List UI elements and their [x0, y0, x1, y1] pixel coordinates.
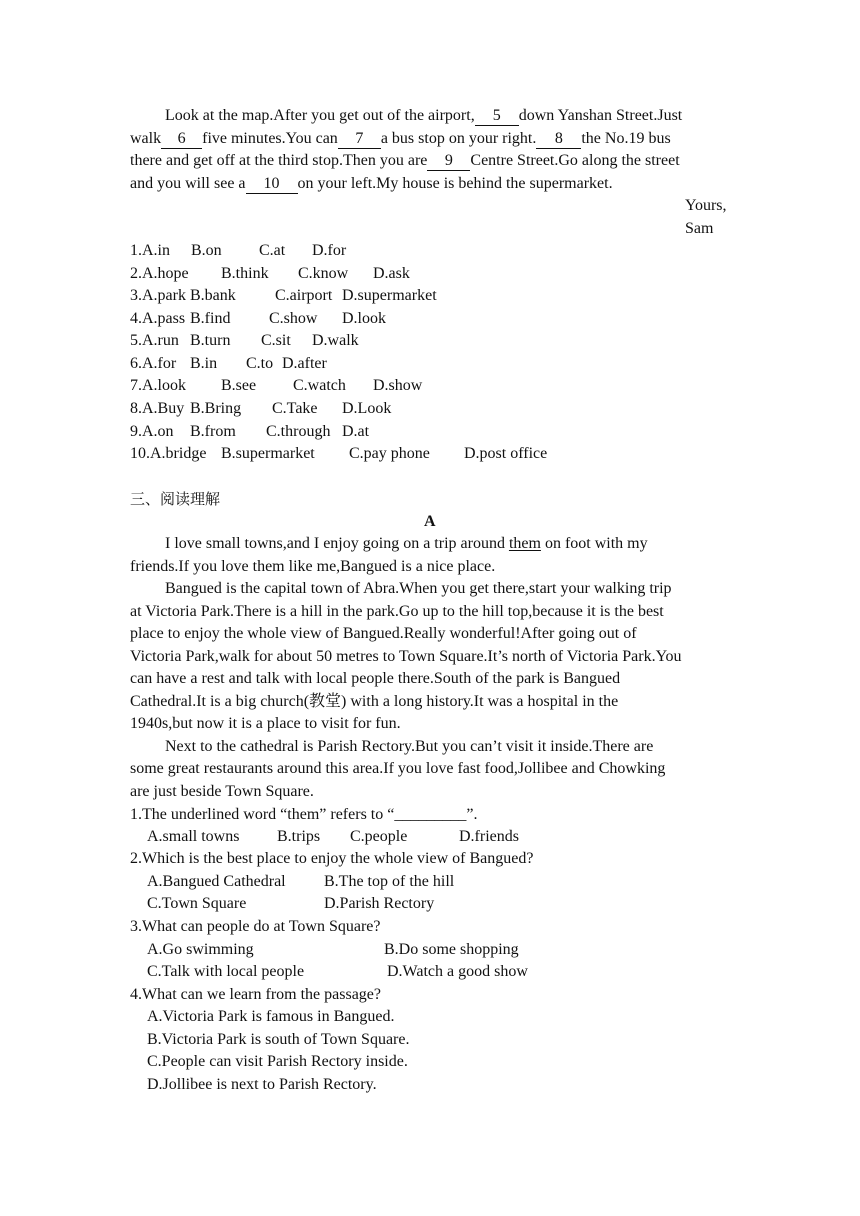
text: Look at the map.After you get out of the airport,	[165, 107, 475, 124]
option: D.show	[373, 377, 423, 394]
question-option: C.People can visit Parish Rectory inside.	[147, 1053, 408, 1070]
option: 2.A.hope	[130, 265, 189, 282]
option: B.see	[221, 377, 257, 394]
passage-line: some great restaurants around this area.If you love fast food,Jollibee and Chowking	[130, 760, 666, 777]
text: Centre Street.Go along the street	[470, 152, 680, 169]
letter-closing: Yours,	[685, 197, 727, 214]
option: B.in	[190, 355, 218, 372]
option: D.at	[342, 423, 370, 440]
option: C.at	[259, 242, 286, 259]
option: C.watch	[293, 377, 346, 394]
option: B.bank	[190, 287, 236, 304]
option: A.Bangued Cathedral	[147, 873, 286, 890]
option: D.supermarket	[342, 287, 437, 304]
question-option: A.Victoria Park is famous in Bangued.	[147, 1008, 395, 1025]
passage-line: at Victoria Park.There is a hill in the park.Go up to the hill top,because it is the best	[130, 603, 664, 620]
passage-line: friends.If you love them like me,Bangued is a nice place.	[130, 558, 496, 575]
blank-9: 9	[427, 152, 470, 171]
text: on foot with my	[544, 535, 648, 552]
question-option: D.Jollibee is next to Parish Rectory.	[147, 1076, 377, 1093]
option: C.Take	[272, 400, 318, 417]
option: 6.A.for	[130, 355, 177, 372]
passage-line: Bangued is the capital town of Abra.When you get there,start your walking trip	[165, 580, 672, 597]
text: and you will see a	[130, 175, 246, 192]
option: 8.A.Buy	[130, 400, 185, 417]
option: 4.A.pass	[130, 310, 186, 327]
option: C.pay phone	[349, 445, 430, 462]
option: C.know	[298, 265, 349, 282]
question-option: B.Victoria Park is south of Town Square.	[147, 1031, 410, 1048]
blank-7: 7	[338, 130, 381, 149]
letter-line-4	[130, 173, 613, 195]
option: A.small towns	[147, 828, 240, 845]
option: A.Go swimming	[147, 941, 254, 958]
option: B.turn	[190, 332, 231, 349]
question-4: 4.What can we learn from the passage?	[130, 986, 381, 1003]
option: D.for	[312, 242, 347, 259]
option: B.find	[190, 310, 231, 327]
passage-line: are just beside Town Square.	[130, 783, 314, 800]
option: B.trips	[277, 828, 321, 845]
option: B.on	[191, 242, 222, 259]
option: D.after	[282, 355, 327, 372]
passage-line	[165, 533, 648, 555]
blank-5: 5	[475, 107, 519, 126]
passage-title: A	[424, 513, 436, 530]
text: the No.19 bus	[581, 130, 671, 147]
option: C.to	[246, 355, 274, 372]
option: D.ask	[373, 265, 410, 282]
option: C.sit	[261, 332, 291, 349]
passage-line: can have a rest and talk with local people there.South of the park is Bangued	[130, 670, 621, 687]
underlined-word: them	[508, 535, 541, 552]
option: C.people	[350, 828, 408, 845]
option: D.look	[342, 310, 386, 327]
option: 10.A.bridge	[130, 445, 207, 462]
letter-line-2	[130, 128, 671, 150]
option: 5.A.run	[130, 332, 179, 349]
question-3: 3.What can people do at Town Square?	[130, 918, 381, 935]
passage-line: place to enjoy the whole view of Bangued.Really wonderful!After going out of	[130, 625, 637, 642]
passage-line: Cathedral.It is a big church(教堂) with a long history.It was a hospital in the	[130, 693, 619, 710]
passage-line: Victoria Park,walk for about 50 metres to Town Square.It’s north of Victoria Park.You	[130, 648, 682, 665]
option: 1.A.in	[130, 242, 170, 259]
passage-line: 1940s,but now it is a place to visit for fun.	[130, 715, 401, 732]
passage-line: Next to the cathedral is Parish Rectory.But you can’t visit it inside.There are	[165, 738, 654, 755]
option: D.Parish Rectory	[324, 895, 435, 912]
option: D.walk	[312, 332, 359, 349]
text: walk	[130, 130, 162, 147]
blank-10: 10	[246, 175, 298, 194]
option: D.friends	[459, 828, 519, 845]
option: B.from	[190, 423, 236, 440]
option: B.Bring	[190, 400, 242, 417]
section-heading: 三、阅读理解	[130, 490, 221, 508]
text: a bus stop on your right.	[380, 130, 537, 147]
text: there and get off at the third stop.Then you are	[130, 152, 428, 169]
text: on your left.My house is behind the supermarket.	[297, 175, 613, 192]
option: D.post office	[464, 445, 548, 462]
option: C.through	[266, 423, 331, 440]
option: B.think	[221, 265, 269, 282]
option: 9.A.on	[130, 423, 174, 440]
letter-line-1	[165, 105, 682, 127]
option: C.Talk with local people	[147, 963, 305, 980]
option: D.Look	[342, 400, 392, 417]
question-2: 2.Which is the best place to enjoy the whole view of Bangued?	[130, 850, 534, 867]
blank-8: 8	[536, 130, 581, 149]
text: down Yanshan Street.Just	[518, 107, 683, 124]
blank-6: 6	[161, 130, 202, 149]
letter-signature: Sam	[685, 220, 714, 237]
option: C.Town Square	[147, 895, 247, 912]
option: B.The top of the hill	[324, 873, 455, 890]
text: five minutes.You can	[202, 130, 338, 147]
text: I love small towns,and I enjoy going on a trip around	[165, 535, 505, 552]
option: 3.A.park	[130, 287, 186, 304]
option: C.airport	[275, 287, 333, 304]
option: C.show	[269, 310, 318, 327]
letter-line-3	[130, 150, 680, 172]
option: D.Watch a good show	[387, 963, 528, 980]
option: 7.A.look	[130, 377, 186, 394]
option: B.Do some shopping	[384, 941, 519, 958]
option: B.supermarket	[221, 445, 315, 462]
question-1: 1.The underlined word “them” refers to “_________”.	[130, 806, 478, 823]
